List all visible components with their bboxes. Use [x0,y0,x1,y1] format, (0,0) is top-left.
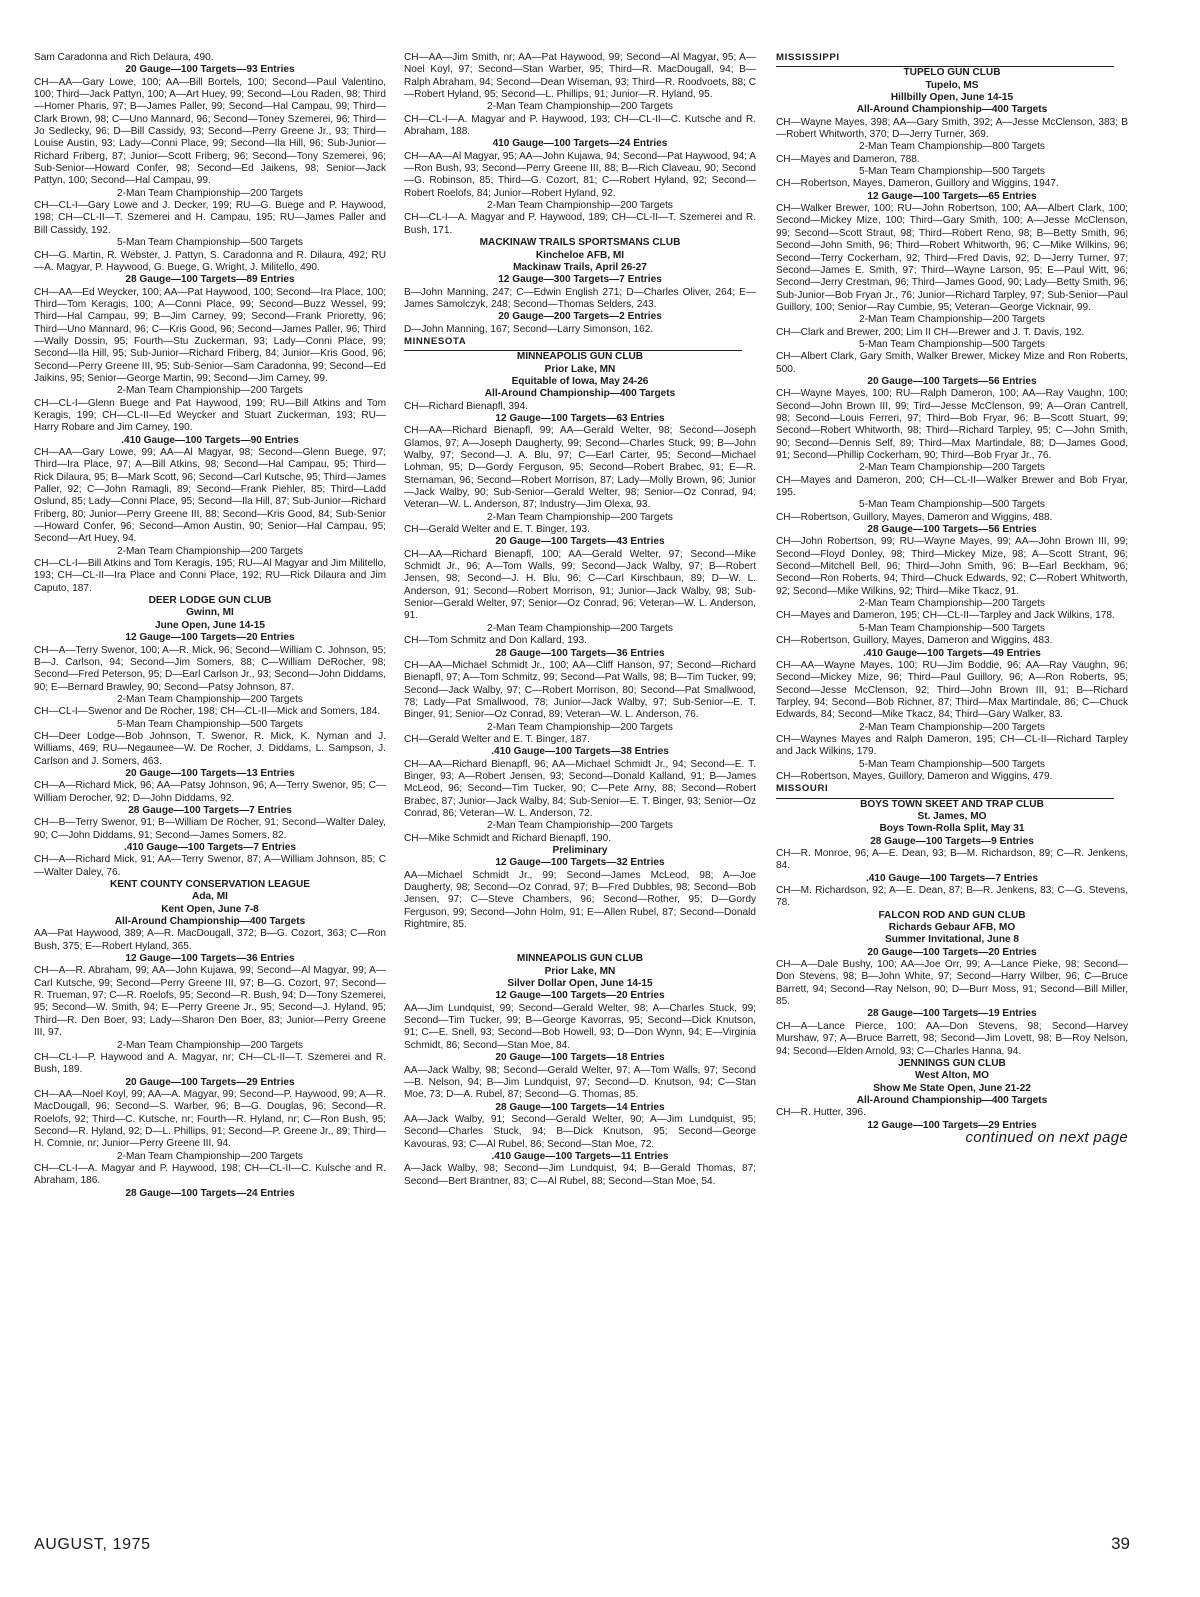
results-paragraph: CH—A—Terry Swenor, 100; A—R. Mick, 96; Second—William C. Johnson, 95; B—J. Carlson, 94; Second—Jim Somers, 88; C—William DeRocher, 98; Second—Fred Peterson, 95; D—Earl Carlson Jr., 93; Second—John Diddams, 90; E—Bernard Brawley, 90; Second—Patsy Johnson, 87. [34,644,386,693]
results-paragraph: AA—Jim Lundquist, 99; Second—Gerald Welter, 98; A—Charles Stuck, 99; Second—Tim Tucker, 99; B—George Kavorras, 95; Second—Dick Knutson, 91; C—E. Snell, 93; Second—Bob Howell, 93; D—Don Wynn, 94; E—Virginia Schmidt, 86; Second—Stan Moe, 84. [404,1002,756,1051]
team-heading: 5-Man Team Championship—500 Targets [859,499,1045,511]
event-heading: 20 Gauge—100 Targets—18 Entries [495,1052,665,1064]
results-paragraph: CH—AA—Jim Smith, nr; AA—Pat Haywood, 99; Second—Al Magyar, 95; A—Noel Koyl, 97; Second—Stan Warber, 95; Third—R. MacDougall, 94; B—Ralph Abraham, 94; Second—Dean Wiseman, 93; Third—R. Roodvoets, 88; C—Robert Hyland, 95; Second—L. Phillips, 91; Junior—R. Hyland, 95. [404,52,756,101]
team-heading: 5-Man Team Championship—500 Targets [859,166,1045,178]
state-section-heading: MISSOURI [776,783,1114,798]
event-heading: All-Around Championship—400 Targets [484,388,676,400]
results-paragraph: CH—AA—Gary Lowe, 99; AA—Al Magyar, 98; Second—Glenn Buege, 97; Third—Ira Place, 97; A—Bill Atkins, 98; Second—Hal Campau, 95; Third—Rick Dilaura, 95; B—Mark Scott, 96; Second—Carl Kutsche, 95; Third—James Paller, 92; C—John Ramagli, 89; Second—Frank Piehler, 85; Third—Ladd Oslund, 85; Lady—Conni Place, 95; Second—Ila Hill, 87; Sub-Junior—Richard Friberg, 80; Junior—Perry Greene III, 88; Second—Kris Good, 84; Sub-Senior—Howard Confer, 96; Second—Amon Austin, 90; Senior—Hal Campau, 95; Second—Art Huey, 94. [34,447,386,545]
event-heading: Prior Lake, MN [544,965,616,977]
column-3 [776,52,1128,1497]
team-heading: 2-Man Team Championship—200 Targets [117,693,303,705]
event-heading: St. James, MO [917,810,987,822]
results-paragraph: CH—Wayne Mayes, 398; AA—Gary Smith, 392; A—Jesse McClenson, 383; B—Robert Whitworth, 370; D—Jerry Turner, 369. [776,116,1128,141]
event-heading: 20 Gauge—100 Targets—93 Entries [125,64,295,76]
event-heading: .410 Gauge—100 Targets—90 Entries [121,434,299,446]
results-paragraph: CH—AA—Richard Bienapfl, 96; AA—Michael Schmidt Jr., 94; Second—E. T. Binger, 93; A—Robert Jensen, 93; Second—Donald Kalland, 91; B—James McLeod, 96; Second—Tim Tucker, 90; C—Pete Arny, 88; Second—Robert Brabec, 87; Junior—Jack Walby, 84; Sub-Senior—E. T. Binger, 93; Senior—Oz Conrad, 86; Veteran—W. L. Anderson, 72. [404,758,756,819]
club-name: TUPELO GUN CLUB [903,67,1001,79]
event-heading: Kincheloe AFB, MI [535,249,625,261]
results-paragraph: CH—Mike Schmidt and Richard Bienapfl, 190. [404,832,612,844]
results-paragraph: CH—A—Richard Mick, 96; AA—Patsy Johnson, 96; A—Terry Swenor, 95; C—William Derocher, 92; D—John Diddams, 92. [34,780,386,804]
results-paragraph: CH—Albert Clark, Gary Smith, Walker Brewer, Mickey Mize and Ron Roberts, 500. [776,351,1128,375]
results-paragraph: CH—CL-I—Swenor and De Rocher, 198; CH—CL-II—Mick and Somers, 184. [34,706,381,718]
event-heading: Ada, MI [192,891,228,903]
page-number: 39 [1111,1534,1130,1553]
results-paragraph: Sam Caradonna and Rich Delaura, 490. [34,52,214,63]
results-paragraph: CH—Wayne Mayes, 100; RU—Ralph Dameron, 100; AA—Ray Vaughn, 100; Second—John Brown III, 99; Tird—Jesse McClenson, 99; A—Oran Cantrell, 98; Second—Louis Ferreri, 97; Third—Bob Fryar, 96; B—Scott Stuart, 99; Second—Robert Whitworth, 98; Third—Richard Tarpley, 95; C—John Smith, 90; Second—Dennis Self, 89; Third—Max Martindale, 88; D—James Good, 91; Second—Phillip Cockerham, 90; Third—Bob Fryar Jr., 76. [776,388,1128,461]
event-heading: Kent Open, June 7-8 [161,903,259,915]
results-paragraph: CH—AA—Michael Schmidt Jr., 100; AA—Cliff Hanson, 97; Second—Richard Bienapfl, 97; A—Tom Schmitz, 99; Second—Pat Walls, 98; B—Tim Tucker, 99; Second—Jack Walby, 97; C—Robert Morrison, 80; Second—Pat Smallwood, 78; Lady—Pat Smallwood, 78; Junior—Jack Walby, 97; Sub-Senior—E. T. Binger, 91; Senior—Oz Conrad, 89; Veteran—W. L. Anderson, 76. [404,659,756,721]
event-heading: .410 Gauge—100 Targets—38 Entries [491,746,669,758]
club-name: DEER LODGE GUN CLUB [148,595,272,607]
team-heading: 2-Man Team Championship—200 Targets [117,1039,303,1051]
team-heading: 2-Man Team Championship—200 Targets [487,622,673,634]
results-paragraph: CH—AA—Wayne Mayes, 100; RU—Jim Boddie, 96; AA—Ray Vaughn, 96; Second—Mickey Mize, 96; Third—Paul Guillory, 96; A—Ron Roberts, 95; Second—Jesse McClenson, 92; Third—John Brown III, 91; B—Richard Tarpley, 94; Second—Bob Richner, 87; Third—Max Martindale, 86; C—Chuck Edwards, 84; Second—Mike Tkacz, 84; Third—Gary Walker, 83. [776,659,1128,721]
event-heading: 20 Gauge—100 Targets—43 Entries [495,536,665,548]
results-paragraph: CH—John Robertson, 99; RU—Wayne Mayes, 99; AA—John Brown III, 99; Second—Floyd Donley, 98; Third—Mickey Mize, 98; A—Scott Strant, 96; Second—Mitchell Bell, 96; Third—John Smith, 96; B—Earl Beckham, 96; Second—Ron Roberts, 94; Third—Chuck Edwards, 92; C—Robert Whitworth, 92; Second—Mike Wilkins, 92; Third—Mike Tkacz, 91. [776,536,1128,597]
event-heading: Richards Gebaur AFB, MO [888,922,1016,934]
club-name: MACKINAW TRAILS SPORTSMANS CLUB [479,237,681,249]
results-paragraph: CH—CL-I—A. Magyar and P. Haywood, 198; CH—CL-II—C. Kulsche and R. Abraham, 186. [34,1162,386,1187]
event-heading: June Open, June 14-15 [155,619,265,631]
team-heading: 2-Man Team Championship—200 Targets [487,511,673,523]
results-paragraph: CH—Mayes and Dameron, 200; CH—CL-II—Walker Brewer and Bob Fryar, 195. [776,474,1128,499]
event-heading: 12 Gauge—100 Targets—36 Entries [125,953,295,965]
event-heading: 20 Gauge—100 Targets—13 Entries [125,767,295,779]
results-paragraph: CH—AA—Richard Bienapfl, 99; AA—Gerald Welter, 98; Second—Joseph Glamos, 97; A—Joseph Daugherty, 99; Second—Charles Stuck, 99; B—John Walby, 97; Second—J. A. Blu, 97; C—Earl Carter, 95; Second—Michael Lohman, 95; D—Gordy Ferguson, 95; Second—Robert Brabec, 91; E—R. Sternaman, 96; Second—Robert Morrison, 87; Lady—Molly Brown, 96; Junior—Jack Walby, 90; Sub-Senior—Gerald Welter, 98; Senior—Oz Conrad, 94; Veteran—W. L. Anderson, 87; Industry—Jim Olexa, 93. [404,425,756,511]
state-section-heading: MINNESOTA [404,336,742,351]
results-paragraph: CH—AA—Gary Lowe, 100; AA—Bill Bortels, 100; Second—Paul Valentino, 100; Third—Jack Pattyn, 100; A—Art Huey, 99; Second—Lou Raden, 98; Third—Homer Pharis, 97; B—James Paller, 99; Second—Hal Campau, 99; Third—Clark Brown, 98; C—Uno Mannard, 96; Second—Toney Szemerei, 96; Third—Jo Sedlecky, 96; D—Bill Cassidy, 93; Second—Perry Greene Jr., 93; Third—Louise Austin, 93; Lady—Conni Place, 99; Second—Ila Hill, 96; Sub-Junior—Richard Friberg, 87; Junior—Scott Friberg, 96; Second—Tony Szemerei, 96; Sub-Senior—Howard Confer, 98; Second—Ed Jaikens, 98; Senior—Jack Pattyn, 100; Second—Hal Campau, 99. [34,76,386,187]
results-paragraph: CH—Robertson, Mayes, Dameron, Guillory and Wiggins, 1947. [776,178,1059,190]
event-heading: 12 Gauge—100 Targets—63 Entries [495,412,665,424]
team-heading: 2-Man Team Championship—200 Targets [117,385,303,397]
event-heading: 28 Gauge—100 Targets—56 Entries [867,524,1037,536]
results-paragraph: CH—Gerald Welter and E. T. Binger, 187. [404,733,590,745]
event-heading: 28 Gauge—100 Targets—24 Entries [125,1187,295,1199]
event-heading: 28 Gauge—100 Targets—89 Entries [125,274,295,286]
event-heading: Equitable of Iowa, May 24-26 [511,375,649,387]
results-paragraph: CH—Deer Lodge—Bob Johnson, T. Swenor, R. Mick, K. Nyman and J. Williams, 469; RU—Negaunee—W. De Rocher, J. Diddams, L. Sampson, J. Carlson and J. Somers, 463. [34,730,386,767]
results-paragraph: CH—A—Lance Pierce, 100; AA—Don Stevens, 98; Second—Harvey Murshaw, 97; A—Bruce Barrett, 98; Second—Jim Lovett, 98; B—Roy Nelson, 94; Second—Elden Arnold, 93; C—Charles Hanna, 94. [776,1020,1128,1057]
results-paragraph: CH—G. Martin, R. Webster, J. Pattyn, S. Caradonna and R. Dilaura, 492; RU—A. Magyar, P. Haywood, G. Buege, G. Wright, J. Militello, 490. [34,249,386,273]
continued-note: continued on next page [965,1128,1128,1146]
column-2 [404,52,756,1497]
event-heading: West Alton, MO [914,1070,990,1082]
results-paragraph: B—John Manning, 247; C—Edwin English 271; D—Charles Oliver, 264; E—James Samolczyk, 248; Second—Thomas Selders, 243. [404,286,756,310]
event-heading: Prior Lake, MN [544,363,616,375]
results-paragraph: CH—CL-I—A. Magyar and P. Haywood, 193; CH—CL-II—C. Kutsche and R. Abraham, 188. [404,113,756,138]
event-heading: 20 Gauge—100 Targets—56 Entries [867,375,1037,387]
results-paragraph: A—Jack Walby, 98; Second—Jim Lundquist, 94; B—Gerald Thomas, 87; Second—Bert Brantner, 83; C—Al Rubel, 88; Second—Stan Moe, 54. [404,1163,756,1187]
results-paragraph: CH—Robertson, Mayes, Guillory, Dameron and Wiggins, 479. [776,770,1053,782]
event-heading: 28 Gauge—100 Targets—14 Entries [495,1101,665,1113]
event-heading: 20 Gauge—100 Targets—20 Entries [867,946,1037,958]
event-heading: Silver Dollar Open, June 14-15 [507,978,653,990]
results-paragraph: CH—B—Terry Swenor, 91; B—William De Rocher, 91; Second—Walter Daley, 90; C—John Diddams, 91; Second—James Somers, 82. [34,817,386,841]
event-heading: 12 Gauge—100 Targets—20 Entries [495,990,665,1002]
results-paragraph: AA—Pat Haywood, 389; A—R. MacDougall, 372; B—G. Cozort, 363; C—Ron Bush, 375; E—Robert Hyland, 365. [34,928,386,952]
spacer [404,931,756,953]
results-paragraph: CH—Clark and Brewer, 200; Lim II CH—Brewer and J. T. Davis, 192. [776,326,1085,338]
results-paragraph: CH—Waynes Mayes and Ralph Dameron, 195; CH—CL-II—Richard Tarpley and Jack Wilkins, 179. [776,733,1128,758]
event-heading: .410 Gauge—100 Targets—7 Entries [123,842,297,853]
results-paragraph: CH—Walker Brewer, 100; RU—John Robertson, 100; AA—Albert Clark, 100; Second—Mickey Mize, 100; Third—Gary Smith, 100; A—Jesse McClenson, 99; Second—Scott Straut, 98; Third—Robert Reno, 98; B—Betty Smith, 96; Second—John Smith, 96; Third—Robert Whitworth, 96; C—Mike Wilkins, 96; Second—Terry Cockerham, 92; Third—Fred Davis, 92; D—Jerry Turner, 97; Second—James E. Smith, 97; Third—Wayne Larson, 95; E—Paul Witt, 96; Second—Jerry Crestman, 96; Third—James Good, 90; Lady—Betty Smith, 96; Sub-Junior—Bob Fryan Jr., 76; Junior—Richard Tarpley, 97; Sub-Senior—Paul Guillory, 100; Senior—Ray Cumbie, 95; Veteran—George Vicknair, 99. [776,203,1128,313]
event-heading: Show Me State Open, June 21-22 [873,1082,1031,1094]
event-heading: 12 Gauge—100 Targets—32 Entries [495,857,665,869]
event-heading: Hillbilly Open, June 14-15 [890,92,1014,104]
event-heading: 20 Gauge—200 Targets—2 Entries [498,311,662,323]
event-heading: Preliminary [552,845,608,856]
event-heading: 12 Gauge—100 Targets—65 Entries [867,190,1037,202]
team-heading: 2-Man Team Championship—200 Targets [859,462,1045,474]
event-heading: 12 Gauge—300 Targets—7 Entries [498,274,662,286]
results-paragraph: AA—Jack Walby, 91; Second—Gerald Welter, 90; A—Jim Lundquist, 95; Second—Charles Stuck, 94; B—Dick Knutson, 95; Second—George Kavouras, 93; C—Al Rubel, 86; Second—Stan Moe, 72. [404,1113,756,1150]
team-heading: 2-Man Team Championship—200 Targets [859,598,1045,610]
team-heading: 2-Man Team Championship—200 Targets [487,101,673,113]
results-paragraph: CH—CL-I—P. Haywood and A. Magyar, nr; CH—CL-II—T. Szemerei and R. Bush, 189. [34,1051,386,1076]
results-paragraph: CH—Mayes and Dameron, 195; CH—CL-II—Tarpley and Jack Wilkins, 178. [776,610,1115,622]
results-paragraph: D—John Manning, 167; Second—Larry Simonson, 162. [404,323,654,335]
team-heading: 5-Man Team Championship—500 Targets [859,758,1045,770]
results-paragraph: CH—Robertson, Guillory, Mayes, Dameron and Wiggins, 488. [776,511,1053,523]
results-paragraph: CH—Richard Bienapfl, 394. [404,400,528,412]
event-heading: .410 Gauge—100 Targets—11 Entries [491,1150,669,1162]
column-1 [34,52,386,1497]
event-heading: Boys Town-Rolla Split, May 31 [879,823,1025,835]
event-heading: Tupelo, MS [925,79,979,91]
results-paragraph: CH—A—Dale Bushy, 100; AA—Joe Orr, 99; A—Lance Pieke, 98; Second—Don Stevens, 98; B—John White, 97; Second—Harry Wilber, 96; C—Bruce Barrett, 94; Second—Ray Nelson, 90; D—Burr Moss, 91; Second—Bill Miller, 85. [776,959,1128,1008]
team-heading: 5-Man Team Championship—500 Targets [859,338,1045,350]
results-paragraph: CH—A—Richard Mick, 91; AA—Terry Swenor, 87; A—William Johnson, 85; C—Walter Daley, 76. [34,854,386,878]
results-paragraph: CH—AA—Noel Koyl, 99; AA—A. Magyar, 99; Second—P. Haywood, 99; A—R. MacDougall, 96; Second—S. Warber, 96; B—G. Douglas, 96; Second—R. Roelofs, 92; Third—C. Kutsche, nr; Fourth—R. Hyland, nr; C—Ron Bush, 95; Second—R. Hyland, 92; D—L. Phillips, 91; Second—P. Greene Jr., 89; Third—H. Comnie, nr; Junior—Perry Greene III, 94. [34,1088,386,1150]
results-paragraph: CH—Tom Schmitz and Don Kallard, 193. [404,635,587,647]
team-heading: 2-Man Team Championship—200 Targets [487,820,673,832]
results-paragraph: CH—AA—Ed Weycker, 100; AA—Pat Haywood, 100; Second—Ira Place, 100; Third—Tom Keragis, 100; A—Conni Place, 99; Second—Buzz Wessel, 99; Third—Hal Campau, 99; B—Jim Carney, 99; Second—Frank Prioretty, 96; Third—Uno Mannard, 96; C—Kris Good, 96; Second—James Paller, 96; Third—Wally Dossin, 95; Fourth—Stu Zuckerman, 93; Lady—Conni Place, 99; Second—Ila Hill, 95; Sub-Junior—Richard Friberg, 84; Junior—Kris Good, 96; Second—Perry Greene III, 95; Sub-Senior—Sam Caradonna, 99; Second—Ed Jaikins, 95; Senior—George Martin, 99; Second—Jim Carney, 99. [34,286,386,384]
event-heading: All-Around Championship—400 Targets [856,104,1048,116]
event-heading: 28 Gauge—100 Targets—9 Entries [870,835,1034,847]
event-heading: 12 Gauge—100 Targets—29 Entries [867,1119,1037,1131]
team-heading: 2-Man Team Championship—200 Targets [859,314,1045,326]
club-name: KENT COUNTY CONSERVATION LEAGUE [109,879,311,891]
results-paragraph: CH—R. Hutter, 396. [776,1107,866,1119]
results-paragraph: CH—CL-I—A. Magyar and P. Haywood, 189; CH—CL-II—T. Szemerei and R. Bush, 171. [404,212,756,236]
results-paragraph: CH—CL-I—Bill Atkins and Tom Keragis, 195; RU—Al Magyar and Jim Militello, 193; CH—CL-II—Ira Place and Conni Place, 192; RU—Rick Dilaura and Jim Caputo, 187. [34,558,386,594]
club-name: FALCON ROD AND GUN CLUB [878,909,1026,921]
event-heading: 410 Gauge—100 Targets—24 Entries [492,138,668,150]
team-heading: 2-Man Team Championship—200 Targets [859,721,1045,733]
event-heading: All-Around Championship—400 Targets [856,1094,1048,1106]
results-paragraph: CH—CL-I—Glenn Buege and Pat Haywood, 199; RU—Bill Atkins and Tom Keragis, 199; CH—CL-II—Ed Weycker and Stuart Zuckerman, 193; RU—Harry Robare and Jim Carney, 190. [34,397,386,434]
event-heading: 20 Gauge—100 Targets—29 Entries [125,1076,295,1088]
event-heading: 28 Gauge—100 Targets—7 Entries [128,804,292,816]
club-name: JENNINGS GUN CLUB [898,1057,1006,1069]
results-paragraph: CH—Gerald Welter and E. T. Binger, 193. [404,524,590,536]
results-paragraph: CH—Robertson, Guillory, Mayes, Dameron and Wiggins, 483. [776,635,1053,647]
results-paragraph: CH—R. Monroe, 96; A—E. Dean, 93; B—M. Richardson, 89; C—R. Jenkens, 84. [776,848,1128,872]
event-heading: Summer Invitational, June 8 [884,934,1020,946]
results-paragraph: CH—AA—Al Magyar, 95; AA—John Kujawa, 94; Second—Pat Haywood, 94; A—Ron Bush, 93; Second—Perry Greene III, 88; B—Rich Claveau, 90; Second—G. Robinson, 85; Third—G. Cozort, 81; C—Robert Hyland, 92; Second—Robert Roelofs, 84; Junior—Robert Hyland, 92. [404,150,756,199]
event-heading: 28 Gauge—100 Targets—36 Entries [495,647,665,659]
results-paragraph: CH—M. Richardson, 92; A—E. Dean, 87; B—R. Jenkens, 83; C—G. Stevens, 78. [776,885,1128,909]
results-paragraph: CH—CL-I—Gary Lowe and J. Decker, 199; RU—G. Buege and P. Haywood, 198; CH—CL-II—T. Szemerei and H. Campau, 195; RU—James Paller and Bill Cassidy, 192. [34,200,386,236]
club-name: MINNEAPOLIS GUN CLUB [516,953,644,965]
event-heading: Mackinaw Trails, April 26-27 [513,261,647,273]
team-heading: 2-Man Team Championship—200 Targets [487,200,673,212]
event-heading: .410 Gauge—100 Targets—49 Entries [863,647,1041,659]
team-heading: 5-Man Team Championship—500 Targets [117,237,303,249]
issue-date: AUGUST, 1975 [34,1536,151,1553]
team-heading: 5-Man Team Championship—500 Targets [117,718,303,730]
team-heading: 2-Man Team Championship—200 Targets [117,187,303,199]
results-paragraph: CH—Mayes and Dameron, 788. [776,153,920,165]
state-section-heading: MISSISSIPPI [776,52,1114,67]
event-heading: Gwinn, MI [186,607,234,619]
results-paragraph: AA—Michael Schmidt Jr., 99; Second—James McLeod, 98; A—Joe Daugherty, 98; Second—Oz Conrad, 97; B—Fred Dubbles, 98; Second—Bob Jensen, 97; C—Steve Chambers, 96; Second—Rother, 95; D—Gordy Ferguson, 99; Second—John Holm, 91; E—Allen Rubel, 87; Second—Donald Rightmire, 85. [404,869,756,931]
team-heading: 2-Man Team Championship—200 Targets [117,545,303,557]
results-paragraph: AA—Jack Walby, 98; Second—Gerald Welter, 97; A—Tom Walls, 97; Second—B. Nelson, 94; B—Jim Lundquist, 97; Second—D. Knutson, 94; C—Stan Moe, 73; D—A. Rubel, 87; Second—G. Thomas, 85. [404,1064,756,1101]
team-heading: 2-Man Team Championship—200 Targets [117,1150,303,1162]
club-name: MINNEAPOLIS GUN CLUB [516,351,644,363]
event-heading: 28 Gauge—100 Targets—19 Entries [867,1008,1037,1020]
results-paragraph: CH—A—R. Abraham, 99; AA—John Kujawa, 99; Second—Al Magyar, 99; A—Carl Kutsche, 99; Second—Perry Greene III, 97; B—G. Cozort, 97; Second—R. Trueman, 97; C—R. Roelofs, 95; Second—R. Bush, 94; D—Tony Szemerei, 95; Second—W. Smith, 94; E—Perry Greene Jr., 95; Second—J. Hyland, 95; Third—R. Den Boer, 93; Lady—Sharon Den Boer, 83; Junior—Perry Greene III, 97. [34,965,386,1039]
event-heading: .410 Gauge—100 Targets—7 Entries [865,872,1039,884]
event-heading: All-Around Championship—400 Targets [114,916,306,928]
team-heading: 5-Man Team Championship—500 Targets [859,622,1045,634]
team-heading: 2-Man Team Championship—800 Targets [859,141,1045,153]
team-heading: 2-Man Team Championship—200 Targets [487,721,673,733]
event-heading: 12 Gauge—100 Targets—20 Entries [125,632,295,644]
club-name: BOYS TOWN SKEET AND TRAP CLUB [860,798,1044,810]
results-paragraph: CH—AA—Richard Bienapfl, 100; AA—Gerald Welter, 97; Second—Mike Schmidt Jr., 96; A—Tom Walls, 99; Second—Jack Walby, 97; B—Robert Jensen, 98; Second—J. H. Blu, 96; C—Carl Kirschbaun, 89; D—W. L. Anderson, 91; Second—Robert Morrison, 91; Junior—Jack Walby, 98; Sub-Senior—Gerald Welter, 97; Senior—Oz Conrad, 96; Veteran—W. L. Anderson, 91. [404,548,756,622]
